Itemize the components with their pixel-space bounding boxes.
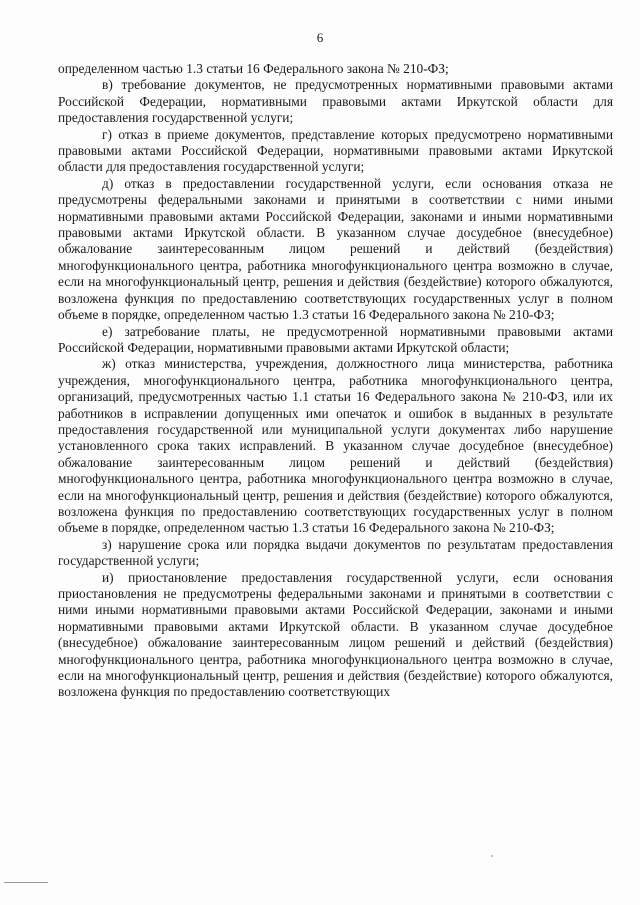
paragraph-item-g: г) отказ в приеме документов, представление которых предусмотрено нормативными правовыми актами Российской Федерации, нормативными правовыми актами Иркутской области для предоставления государственной услуги; [58, 126, 613, 175]
paragraph-item-zh: ж) отказ министерства, учреждения, должностного лица министерства, работника учреждения, многофункционального центра, работника многофункционального центра, организаций, предусмотренных частью 1.1 статьи 16 Федерального закона № 210-ФЗ, или их работников в исправлении допущенных ими опечаток и ошибок в выданных в результате предоставления государственной или муниципальной услуги документах либо нарушение установленного срока таких исправлений. В указанном случае досудебное (внесудебное) обжалование заинтересованным лицом решений и действий (бездействия) многофункционального центра, работника многофункционального центра возможно в случае, если на многофункциональный центр, решения и действия (бездействие) которого обжалуются, возложена функция по предоставлению соответствующих государственных услуг в полном объеме в порядке, определенном частью 1.3 статьи 16 Федерального закона № 210-ФЗ; [58, 356, 613, 536]
paragraph-continuation: определенном частью 1.3 статьи 16 Федерального закона № 210-ФЗ; [58, 61, 449, 76]
paragraph-item-d: д) отказ в предоставлении государственной услуги, если основания отказа не предусмотрены федеральными законами и принятыми в соответствии с ними иными нормативными правовыми актами Российской Федерации, законами и иными нормативными правовыми актами Иркутской области. В указанном случае досудебное (внесудебное) обжалование заинтересованным лицом решений и действий (бездействия) многофункционального центра, работника многофункционального центра возможно в случае, если на многофункциональный центр, решения и действия (бездействие) которого обжалуются, возложена функция по предоставлению соответствующих государственных услуг в полном объеме в порядке, определенном частью 1.3 статьи 16 Федерального закона № 210-ФЗ; [58, 175, 613, 323]
paragraph-item-i: и) приостановление предоставления государственной услуги, если основания приостановления не предусмотрены федеральными законами и принятыми в соответствии с ними иными нормативными правовыми актами Российской Федерации, законами и иными нормативными правовыми актами Иркутской области. В указанном случае досудебное (внесудебное) обжалование заинтересованным лицом решений и действий (бездействия) многофункционального центра, работника многофункционального центра возможно в случае, если на многофункциональный центр, решения и действия (бездействие) которого обжалуются, возложена функция по предоставлению соответствующих [58, 569, 613, 700]
paragraph-item-z: з) нарушение срока или порядка выдачи документов по результатам предоставления государственной услуги; [58, 536, 613, 569]
scan-speck [491, 855, 493, 857]
page-number: 6 [316, 30, 324, 45]
scan-edge-mark [4, 882, 48, 883]
paragraph-item-e: е) затребование платы, не предусмотренной нормативными правовыми актами Российской Федерации, нормативными правовыми актами Иркутской области; [58, 323, 613, 355]
paragraph-item-v: в) требование документов, не предусмотренных нормативными правовыми актами Российской Федерации, нормативными правовыми актами Иркутской области для предоставления государственной услуги; [58, 77, 613, 126]
document-body [58, 61, 613, 701]
